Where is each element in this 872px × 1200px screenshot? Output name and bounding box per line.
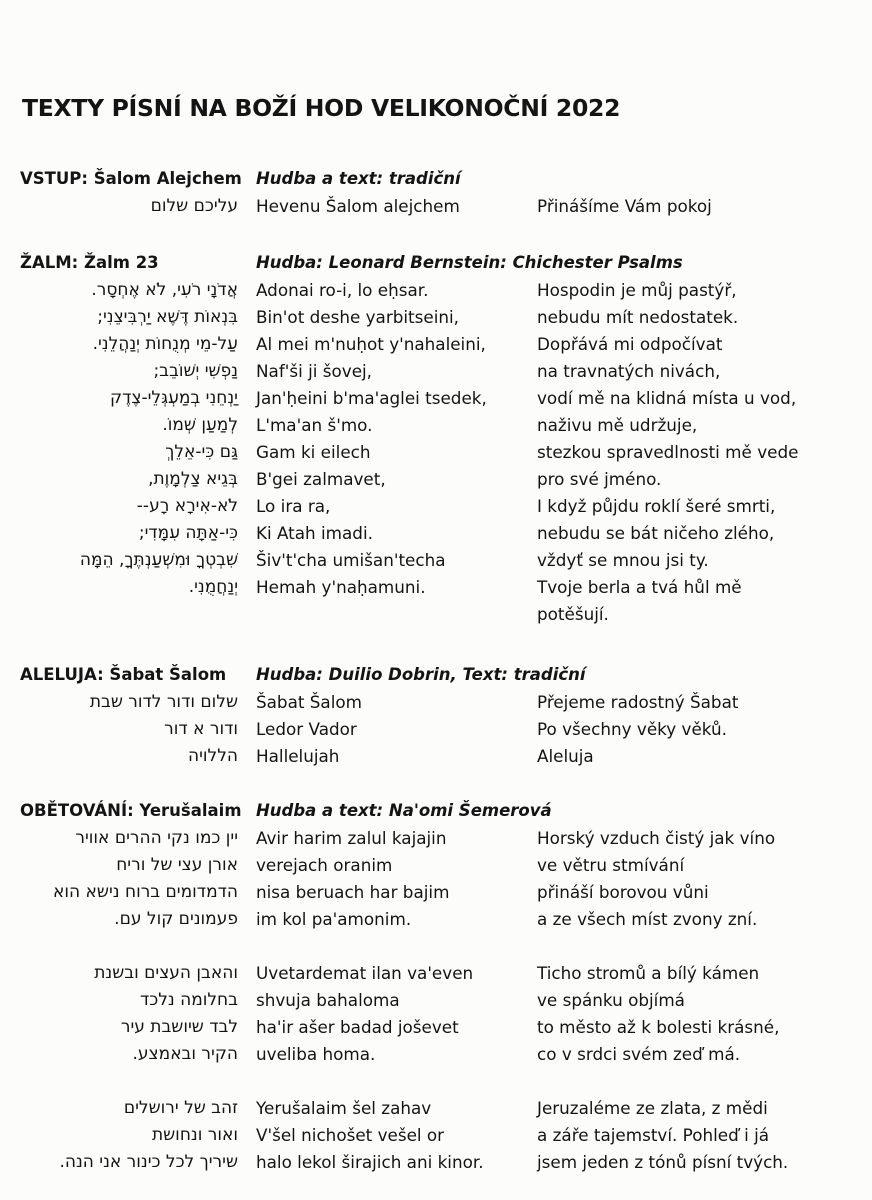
hebrew-line: הקיר ובאמצע.: [132, 1044, 238, 1064]
section-credit: Hudba: Leonard Bernstein: Chichester Psalms: [256, 253, 683, 272]
hebrew-line: שלום ודור לדור שבת: [89, 692, 238, 712]
hebrew-line: הללויה: [188, 746, 238, 766]
czech-line: a záře tajemství. Pohleď i já: [537, 1125, 770, 1145]
czech-line: a ze všech míst zvony zní.: [537, 909, 758, 929]
translit-line: uveliba homa.: [256, 1044, 376, 1064]
hebrew-line: אורן עצי של וריח: [116, 855, 238, 875]
hebrew-line: ודור א דור: [164, 719, 238, 739]
page-title: TEXTY PÍSNÍ NA BOŽÍ HOD VELIKONOČNÍ 2022: [22, 94, 621, 122]
czech-line: jsem jeden z tónů písní tvých.: [537, 1152, 789, 1172]
hebrew-line: ואור ונחושת: [151, 1125, 238, 1145]
czech-line: nebudu se bát ničeho zlého,: [537, 523, 775, 543]
translit-line: Al mei m'nuḥot y'nahaleini,: [256, 334, 486, 354]
hebrew-line: יְנַחֲמֻנִי.: [188, 577, 238, 597]
czech-line: Ticho stromů a bílý kámen: [537, 963, 760, 983]
translit-line: Šabat Šalom: [256, 692, 362, 712]
translit-line: Gam ki eilech: [256, 442, 371, 462]
section-credit: Hudba: Duilio Dobrin, Text: tradiční: [256, 665, 586, 684]
translit-line: shvuja bahaloma: [256, 990, 400, 1010]
transliteration-column: [256, 165, 526, 220]
czech-line: potěšují.: [537, 604, 609, 624]
czech-line: nebudu mít nedostatek.: [537, 307, 739, 327]
czech-line: vždyť se mnou jsi ty.: [537, 550, 709, 570]
hebrew-line: גַּם כִּי-אֵלֵךְ: [165, 442, 238, 462]
czech-line: Tvoje berla a tvá hůl mě: [537, 577, 742, 597]
czech-line: co v srdci svém zeď má.: [537, 1044, 741, 1064]
section-heading: OBĚTOVÁNÍ: Yerušalaim: [20, 801, 242, 820]
transliteration-column: [256, 797, 552, 1176]
hebrew-line: עליכם שלום: [150, 196, 238, 216]
hebrew-line: והאבן העצים ובשנת: [94, 963, 238, 983]
translit-line: Adonai ro-i, lo eḥsar.: [256, 280, 429, 300]
translit-line: Hallelujah: [256, 746, 340, 766]
translit-line: Šiv't'cha umišan'techa: [256, 550, 446, 570]
translit-line: nisa beruach har bajim: [256, 882, 450, 902]
hebrew-column: [20, 797, 242, 1176]
translit-line: Jan'ḥeini b'ma'aglei tsedek,: [256, 388, 487, 408]
czech-line: Přinášíme Vám pokoj: [537, 196, 712, 216]
hebrew-line: יין כמו נקי ההרים אוויר: [75, 828, 238, 848]
translit-line: Ledor Vador: [256, 719, 357, 739]
translit-line: Yerušalaim šel zahav: [256, 1098, 432, 1118]
czech-column: [537, 165, 867, 220]
translit-line: B'gei zalmavet,: [256, 469, 386, 489]
hebrew-line: אֲדֹנָי רֹעִי, לֹא אֶחְסָר.: [91, 280, 238, 300]
hebrew-line: זהב של ירושלים: [123, 1098, 238, 1118]
hebrew-line: לְמַעַן שְׁמוֹ.: [162, 415, 238, 435]
section-heading: ALELUJA: Šabat Šalom: [20, 665, 227, 684]
hebrew-line: נַפְשִׁי יְשׁוֹבֵב;: [153, 361, 238, 381]
czech-line: ve spánku objímá: [537, 990, 685, 1010]
translit-line: verejach oranim: [256, 855, 393, 875]
hebrew-line: כִּי-אַתָּה עִמָּדִי;: [138, 523, 238, 543]
hebrew-line: פעמונים קול עם.: [114, 909, 238, 929]
czech-line: Jeruzaléme ze zlata, z mědi: [537, 1098, 768, 1118]
czech-line: Přejeme radostný Šabat: [537, 692, 739, 712]
hebrew-line: בִּנְאוֹת דֶּשֶׁא יַרְבִּיצֵנִי;: [97, 307, 238, 327]
hebrew-line: שיריך לכל כינור אני הנה.: [59, 1152, 238, 1172]
stanza-gap: [256, 1068, 526, 1095]
translit-line: im kol pa'amonim.: [256, 909, 412, 929]
stanza-gap: [20, 1068, 238, 1095]
czech-line: vodí mě na klidná místa u vod,: [537, 388, 797, 408]
hebrew-line: לבד שיושבת עיר: [120, 1017, 238, 1037]
czech-line: I když půjdu roklí šeré smrti,: [537, 496, 776, 516]
stanza-gap: [20, 933, 238, 960]
czech-column: [537, 249, 867, 628]
translit-line: Hemah y'naḥamuni.: [256, 577, 426, 597]
translit-line: Uvetardemat ilan va'even: [256, 963, 474, 983]
section-heading: VSTUP: Šalom Alejchem: [20, 169, 242, 188]
translit-line: halo lekol širajich ani kinor.: [256, 1152, 484, 1172]
czech-line: Horský vzduch čistý jak víno: [537, 828, 776, 848]
translit-line: L'ma'an š'mo.: [256, 415, 373, 435]
translit-line: Bin'ot deshe yarbitseini,: [256, 307, 459, 327]
translit-line: Ki Atah imadi.: [256, 523, 373, 543]
translit-line: V'šel nichošet vešel or: [256, 1125, 445, 1145]
czech-line: na travnatých nivách,: [537, 361, 721, 381]
hebrew-column: [20, 249, 238, 601]
czech-line: pro své jméno.: [537, 469, 662, 489]
hebrew-column: [20, 165, 242, 220]
hebrew-line: עַל-מֵי מְנֻחוֹת יְנַהֲלֵנִי.: [92, 334, 238, 354]
czech-line: Aleluja: [537, 746, 594, 766]
czech-line: Dopřává mi odpočívat: [537, 334, 723, 354]
hebrew-column: [20, 661, 238, 770]
czech-line: ve větru stmívání: [537, 855, 685, 875]
czech-line: naživu mě udržuje,: [537, 415, 698, 435]
czech-column: [537, 661, 867, 770]
section-credit: Hudba a text: Na'omi Šemerová: [256, 801, 552, 820]
czech-line: Po všechny věky věků.: [537, 719, 727, 739]
translit-line: Lo ira ra,: [256, 496, 331, 516]
hebrew-line: בְּגֵיא צַלְמָוֶת,: [148, 469, 238, 489]
hebrew-line: בחלומה נלכד: [139, 990, 238, 1010]
czech-column: [537, 797, 867, 1176]
hebrew-line: יַנְחֵנִי בְמַעְגְּלֵי-צֶדֶק: [110, 388, 238, 408]
translit-line: ha'ir ašer badad joševet: [256, 1017, 459, 1037]
translit-line: Avir harim zalul kajajin: [256, 828, 447, 848]
section-heading: ŽALM: Žalm 23: [20, 253, 159, 272]
hebrew-line: הדמדומים ברוח נישא הוא: [53, 882, 238, 902]
czech-line: stezkou spravedlnosti mě vede: [537, 442, 799, 462]
czech-line: Hospodin je můj pastýř,: [537, 280, 737, 300]
stanza-gap: [256, 933, 526, 960]
hebrew-line: שִׁבְטְךָ וּמִשְׁעַנְתֶּךָ, הֵמָּה: [79, 550, 238, 570]
stanza-gap: [537, 1068, 867, 1095]
translit-line: Hevenu Šalom alejchem: [256, 196, 460, 216]
czech-line: to město až k bolesti krásné,: [537, 1017, 780, 1037]
czech-line: přináší borovou vůni: [537, 882, 709, 902]
hebrew-line: לֹא-אִירָא רָע--: [136, 496, 238, 516]
stanza-gap: [537, 933, 867, 960]
translit-line: Naf'ši ji šovej,: [256, 361, 373, 381]
section-credit: Hudba a text: tradiční: [256, 169, 461, 188]
